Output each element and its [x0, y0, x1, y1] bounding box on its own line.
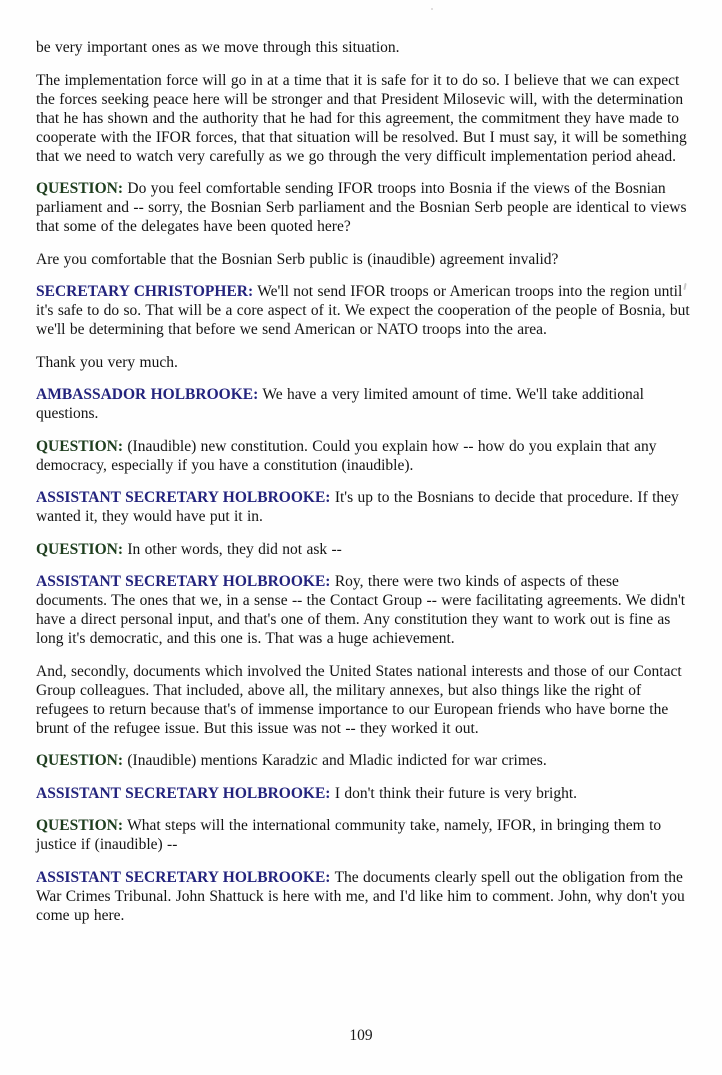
paragraph — [36, 250, 692, 269]
paragraph-text: We'll not send IFOR troops or American troops into the region until it's safe to do so. That will be a core aspect of it. We expect the cooperation of the people of Bosnia, but we'll be determining that before we send American or NATO troops into the area. — [36, 283, 690, 338]
paragraph-text: It's up to the Bosnians to decide that procedure. If they wanted it, they would have put it in. — [36, 489, 679, 525]
paragraph — [36, 179, 692, 236]
page-number: 109 — [349, 1027, 373, 1044]
paragraph — [36, 572, 692, 648]
paragraph — [36, 751, 692, 770]
question-label: QUESTION: — [36, 540, 123, 558]
speaker-label: ASSISTANT SECRETARY HOLBROOKE: — [36, 489, 331, 506]
question-label: QUESTION: — [36, 752, 123, 769]
scan-artifact-dot — [431, 8, 433, 10]
question-label: QUESTION: — [36, 180, 123, 197]
paragraph — [36, 816, 692, 854]
speaker-label: AMBASSADOR HOLBROOKE: — [36, 386, 259, 403]
paragraph-text: (Inaudible) new constitution. Could you explain how -- how do you explain that any democracy, especially if you have a constitution (inaudible). — [36, 437, 657, 474]
paragraph — [36, 488, 692, 526]
paragraph-text: be very important ones as we move through this situation. — [36, 39, 400, 56]
paragraph-text: Roy, there were two kinds of aspects of these documents. The ones that we, in a sense -- the Contact Group -- were facilitating agreements. We didn't have a direct personal input, and that's one of them. Any constitution they want to work out is fine as long it's democratic, and this one is. That was a huge achievement. — [36, 573, 686, 647]
paragraph — [36, 540, 692, 559]
paragraph — [36, 437, 692, 475]
speaker-label: ASSISTANT SECRETARY HOLBROOKE: — [36, 573, 331, 590]
paragraph-text: Do you feel comfortable sending IFOR troops into Bosnia if the views of the Bosnian parliament and -- sorry, the Bosnian Serb parliament and the Bosnian Serb people are identical to views that some of the delegates have been quoted here? — [36, 180, 687, 235]
paragraph-text: Are you comfortable that the Bosnian Serb public is (inaudible) agreement invalid? — [36, 250, 559, 268]
paragraph — [36, 353, 692, 372]
speaker-label: ASSISTANT SECRETARY HOLBROOKE: — [36, 784, 331, 802]
paragraph-text: I don't think their future is very bright. — [330, 784, 578, 802]
question-label: QUESTION: — [36, 817, 123, 834]
paragraph — [36, 38, 692, 57]
paragraph — [36, 282, 692, 339]
paragraph — [36, 784, 692, 803]
speaker-label: SECRETARY CHRISTOPHER: — [36, 283, 254, 300]
paragraph-text: The documents clearly spell out the obligation from the War Crimes Tribunal. John Shattuck is here with me, and I'd like him to comment. John, why don't you come up here. — [36, 868, 685, 924]
paragraph-text: (Inaudible) mentions Karadzic and Mladic indicted for war crimes. — [123, 752, 547, 769]
paragraph — [36, 868, 692, 925]
paragraph-text: The implementation force will go in at a time that it is safe for it to do so. I believe that we can expect the forces seeking peace here will be stronger and that President Milosevic will, with the determination that he has shown and the authority that he had for this agreement, the commitment they have made to cooperate with the IFOR forces, that that situation will be resolved. But I must say, it will be something that we need to watch very carefully as we go through the very difficult implementation period ahead. — [36, 71, 687, 165]
paragraph-text: We have a very limited amount of time. We'll take additional questions. — [36, 386, 644, 422]
speaker-label: ASSISTANT SECRETARY HOLBROOKE: — [36, 868, 331, 886]
transcript-body — [36, 38, 692, 938]
paragraph-text: In other words, they did not ask -- — [123, 540, 342, 558]
question-label: QUESTION: — [36, 437, 123, 455]
paragraph-text: And, secondly, documents which involved the United States national interests and those of our Contact Group colleagues. That included, above all, the military annexes, but also things like the right of refugees to return because that's of immense importance to our European friends who have borne the brunt of the refugee issue. But this issue was not -- they worked it out. — [36, 662, 682, 737]
paragraph-text: What steps will the international community take, namely, IFOR, in bringing them to justice if (inaudible) -- — [36, 817, 662, 853]
paragraph — [36, 662, 692, 738]
paragraph — [36, 71, 692, 166]
paragraph — [36, 385, 692, 423]
paragraph-text: Thank you very much. — [36, 353, 178, 371]
